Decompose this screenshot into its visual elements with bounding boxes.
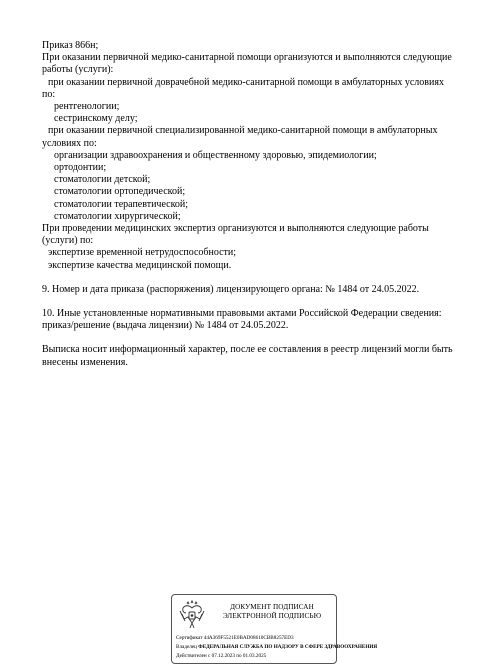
certificate-value: 44A369F5521E0BAD08610CBB8257ED3: [203, 635, 294, 641]
service-orthopedic-dentistry: стоматологии ортопедической;: [54, 186, 186, 198]
certificate-row: [176, 634, 376, 643]
primary-care-heading-cont: работы (услуги):: [42, 64, 114, 76]
spacer: [42, 332, 440, 344]
disclaimer-note: Выписка носит информационный характер, после ее составления в реестр лицензий могли быть: [42, 344, 453, 356]
spacer: [42, 272, 440, 284]
coat-of-arms-icon: [176, 599, 208, 631]
order-reference: Приказ 866н;: [42, 40, 99, 51]
owner-row: [176, 643, 376, 652]
specialized-care-heading-cont: условиях по:: [42, 137, 97, 149]
expertise-heading: При проведении медицинских экспертиз организуются и выполняются следующие работы: [42, 223, 429, 235]
validity-text: Действителен с 07.12.2023 по 01.03.2025: [176, 653, 267, 659]
stamp-details: [176, 634, 376, 661]
spacer: [42, 296, 440, 308]
stamp-title-line-2: ЭЛЕКТРОННОЙ ПОДПИСЬЮ: [222, 611, 322, 620]
stamp-title-line-1: ДОКУМЕНТ ПОДПИСАН: [230, 603, 314, 611]
service-pediatric-dentistry: стоматологии детской;: [54, 174, 151, 186]
owner-label: Владелец: [176, 644, 197, 650]
item-9-order-number: 9. Номер и дата приказа (распоряжения) лицензирующего органа: № 1484 от 24.05.2022.: [42, 283, 420, 295]
service-therapeutic-dentistry: стоматологии терапевтической;: [54, 198, 189, 210]
document-body: [42, 40, 453, 369]
service-surgical-dentistry: стоматологии хирургической;: [54, 210, 181, 222]
prehospital-care-heading-cont: по:: [42, 88, 56, 100]
validity-row: [176, 652, 376, 661]
primary-care-heading: При оказании первичной медико-санитарной помощи организуются и выполняются следующие: [42, 52, 452, 64]
disclaimer-note-cont: внесены изменения.: [42, 356, 128, 368]
owner-value: ФЕДЕРАЛЬНАЯ СЛУЖБА ПО НАДЗОРУ В СФЕРЕ ЗДРАВООХРАНЕНИЯ: [198, 644, 378, 650]
service-quality-expertise: экспертизе качества медицинской помощи.: [48, 259, 232, 271]
service-health-organization: организации здравоохранения и общественному здоровью, эпидемиологии;: [54, 149, 377, 161]
service-disability-expertise: экспертизе временной нетрудоспособности;: [48, 247, 237, 259]
specialized-care-heading: при оказании первичной специализированной медико-санитарной помощи в амбулаторных: [48, 125, 438, 137]
electronic-signature-stamp: [171, 594, 378, 664]
item-10-other-info-cont: приказ/решение (выдача лицензии) № 1484 от 24.05.2022.: [42, 320, 289, 332]
service-radiology: рентгенологии;: [54, 101, 120, 113]
stamp-title: [208, 603, 336, 620]
service-orthodontics: ортодонтии;: [54, 162, 107, 174]
service-nursing: сестринскому делу;: [54, 113, 138, 125]
prehospital-care-heading: при оказании первичной доврачебной медико-санитарной помощи в амбулаторных условиях: [48, 76, 444, 88]
expertise-heading-cont: (услуги) по:: [42, 235, 94, 247]
item-10-other-info: 10. Иные установленные нормативными правовыми актами Российской Федерации сведения:: [42, 308, 442, 320]
certificate-label: Сертификат: [176, 635, 203, 641]
